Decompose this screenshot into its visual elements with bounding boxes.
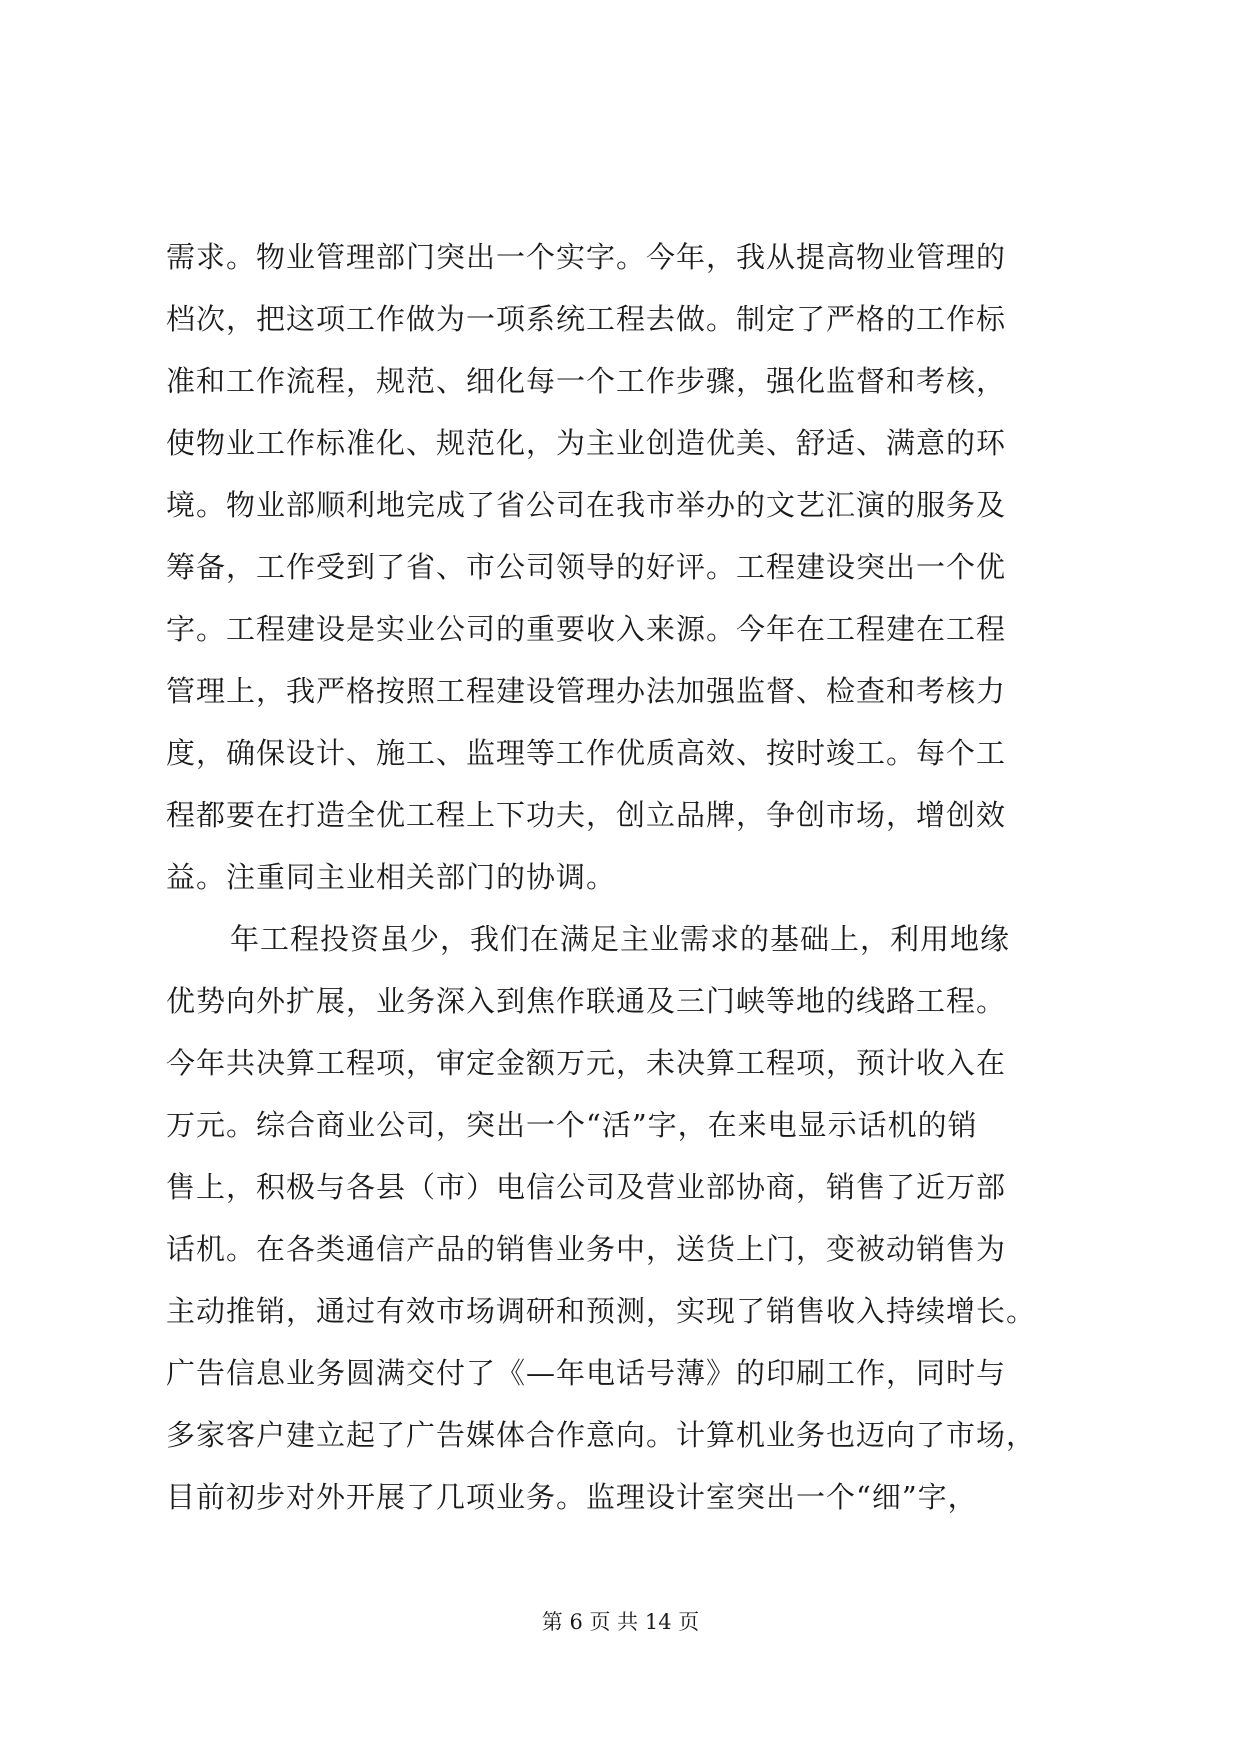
text-line: 广告信息业务圆满交付了《—年电话号薄》的印刷工作，同时与 — [166, 1356, 1007, 1390]
document-body — [166, 226, 1086, 1528]
text-line: 万元。综合商业公司，突出一个“活”字，在来电显示话机的销 — [166, 1108, 978, 1142]
text-line-indented: 年工程投资虽少，我们在满足主业需求的基础上，利用地缘 — [230, 922, 1011, 956]
text-line: 使物业工作标准化、规范化，为主业创造优美、舒适、满意的环 — [166, 426, 1007, 460]
text-line: 话机。在各类通信产品的销售业务中，送货上门，变被动销售为 — [166, 1232, 1007, 1266]
page-number-footer: 第 6 页 共 14 页 — [541, 1610, 700, 1634]
text-line: 主动推销，通过有效市场调研和预测，实现了销售收入持续增长。 — [166, 1294, 1037, 1328]
text-line: 管理上，我严格按照工程建设管理办法加强监督、检查和考核力 — [166, 674, 1007, 708]
text-line: 售上，积极与各县（市）电信公司及营业部协商，销售了近万部 — [166, 1170, 1007, 1204]
text-line: 目前初步对外开展了几项业务。监理设计室突出一个“细”字， — [166, 1480, 978, 1514]
text-line: 档次，把这项工作做为一项系统工程去做。制定了严格的工作标 — [166, 302, 1007, 336]
text-line: 准和工作流程，规范、细化每一个工作步骤，强化监督和考核， — [166, 364, 1007, 398]
text-line: 今年共决算工程项，审定金额万元，未决算工程项，预计收入在 — [166, 1046, 1007, 1080]
text-line: 境。物业部顺利地完成了省公司在我市举办的文艺汇演的服务及 — [166, 488, 1007, 522]
text-line: 多家客户建立起了广告媒体合作意向。计算机业务也迈向了市场， — [166, 1418, 1037, 1452]
text-line: 需求。物业管理部门突出一个实字。今年，我从提高物业管理的 — [166, 240, 1007, 274]
text-line: 筹备，工作受到了省、市公司领导的好评。工程建设突出一个优 — [166, 550, 1007, 584]
text-line: 益。注重同主业相关部门的协调。 — [166, 860, 617, 894]
text-line: 优势向外扩展，业务深入到焦作联通及三门峡等地的线路工程。 — [166, 984, 1007, 1018]
text-line: 字。工程建设是实业公司的重要收入来源。今年在工程建在工程 — [166, 612, 1007, 646]
text-line: 度，确保设计、施工、监理等工作优质高效、按时竣工。每个工 — [166, 736, 1007, 770]
text-line: 程都要在打造全优工程上下功夫，创立品牌，争创市场，增创效 — [166, 798, 1007, 832]
